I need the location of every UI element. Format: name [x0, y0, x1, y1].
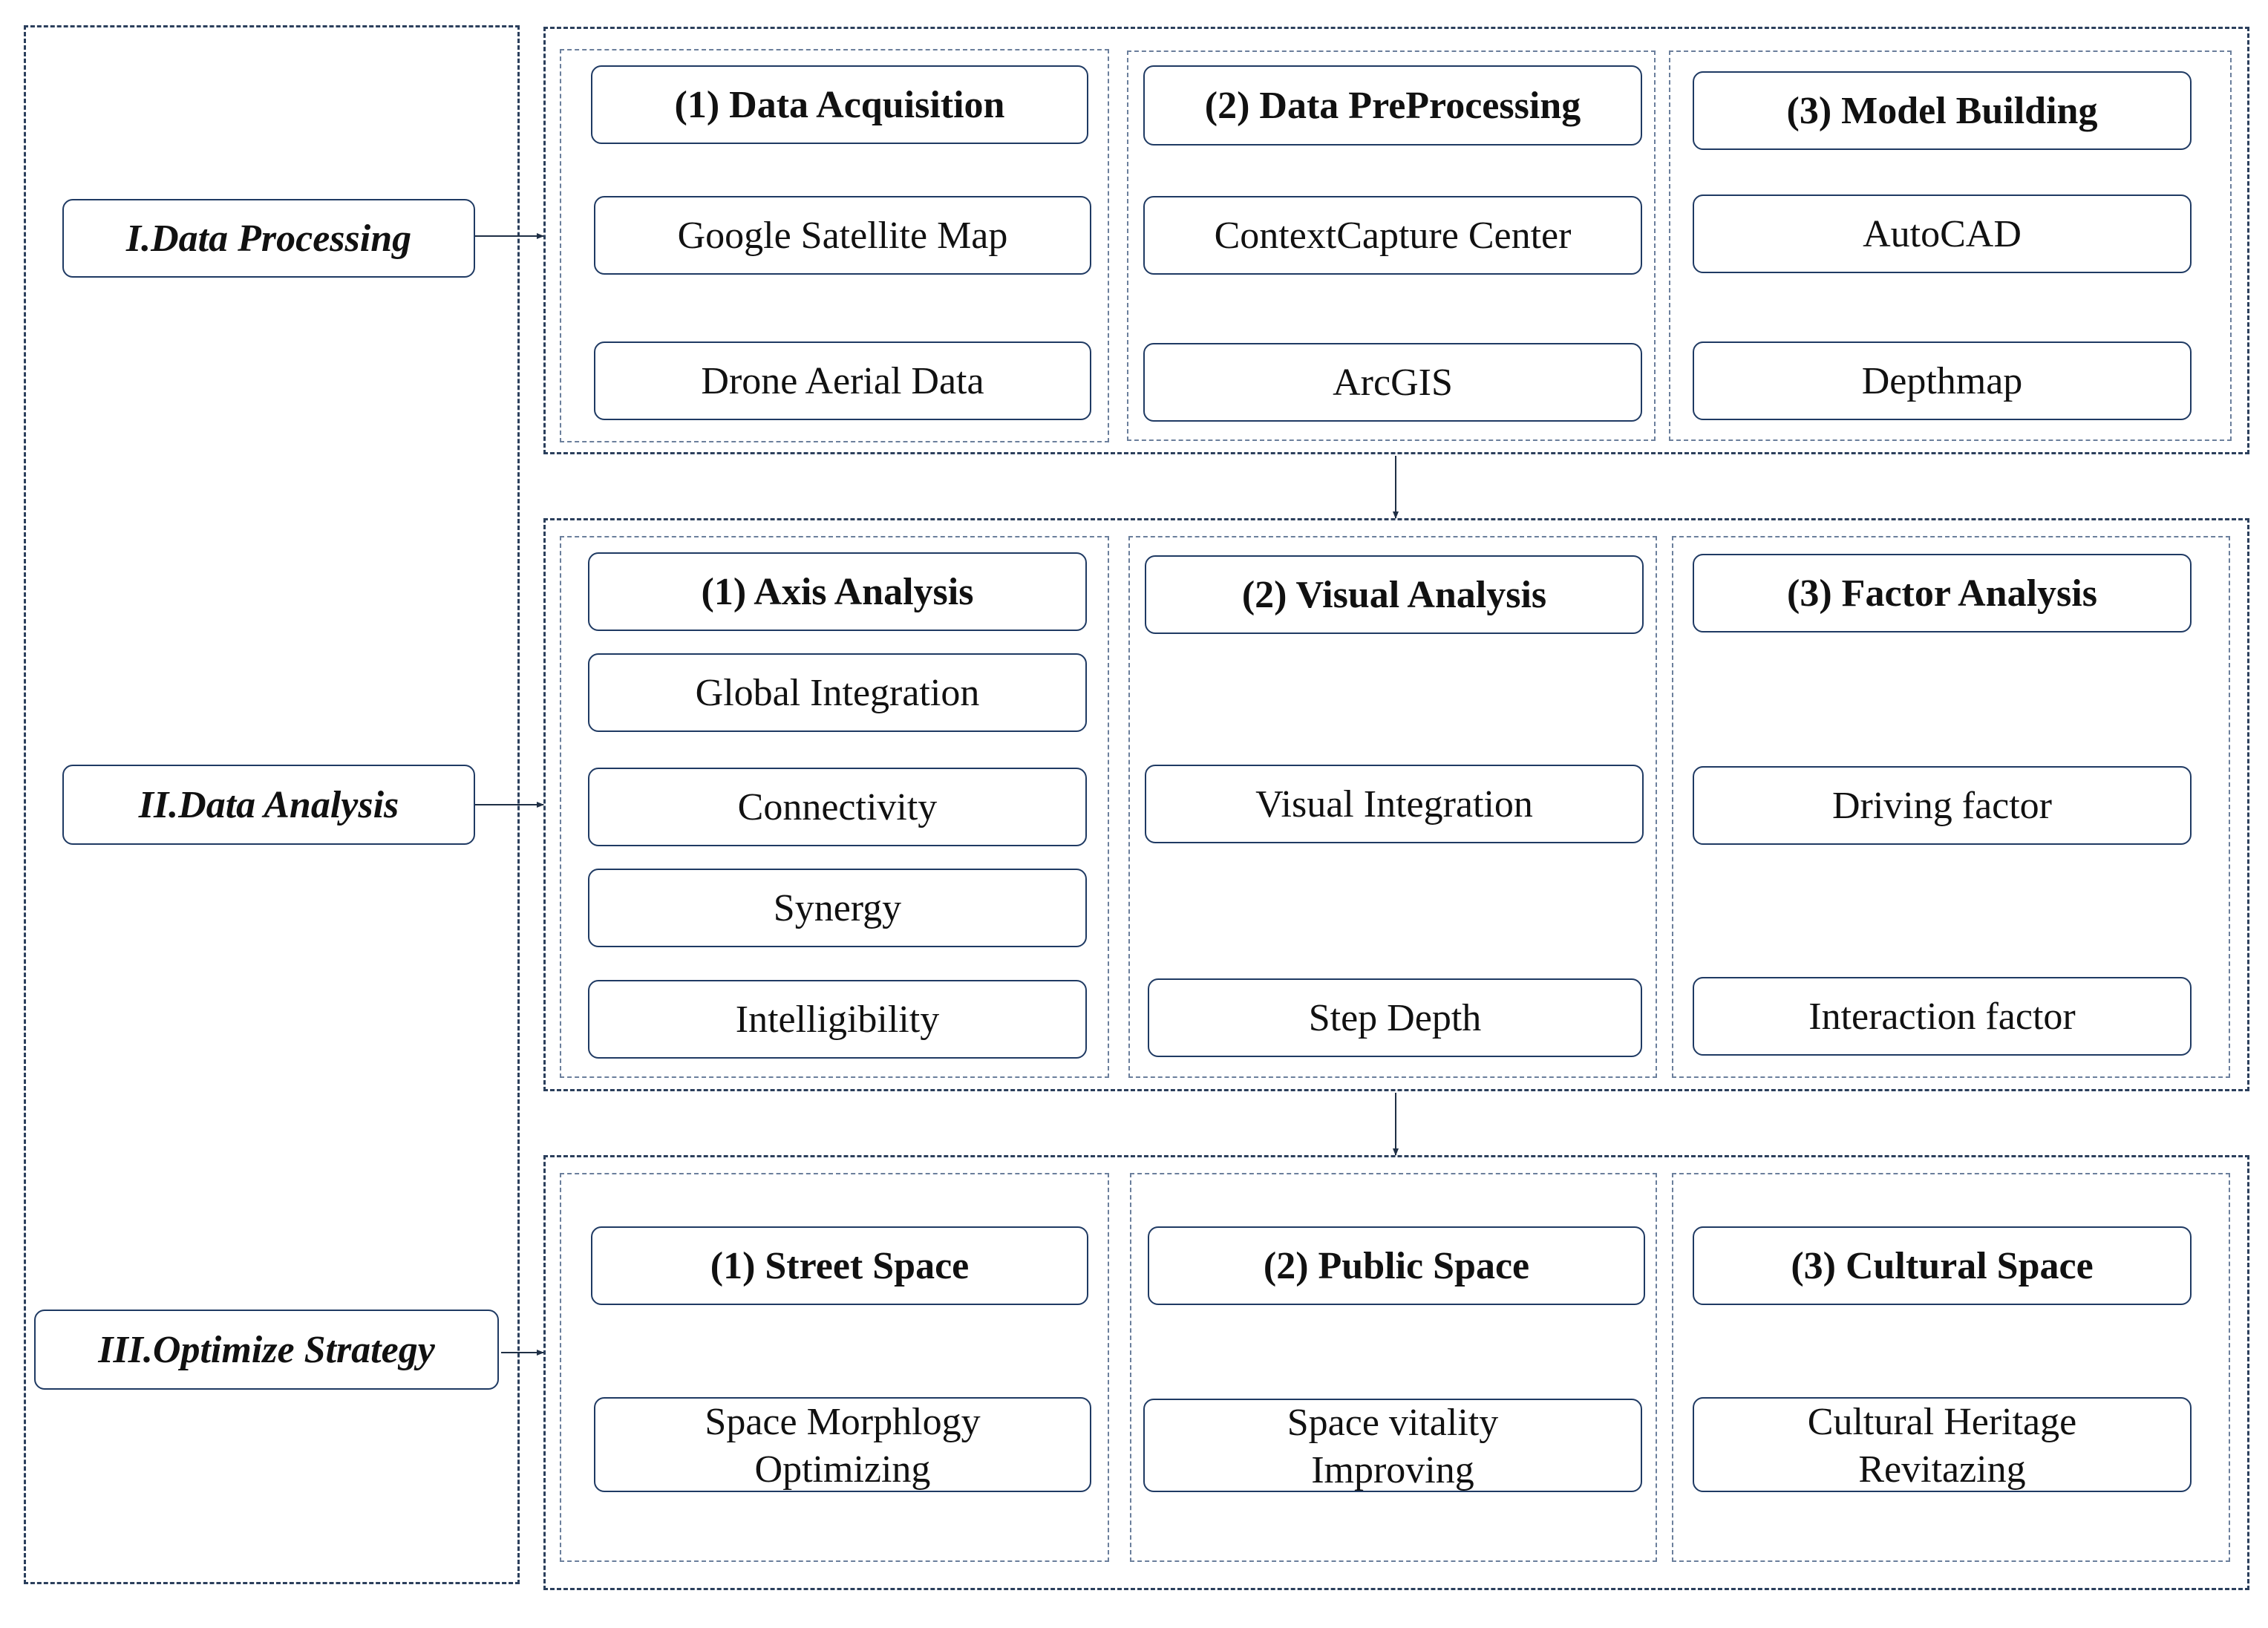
item-line-1: Space vitality	[1287, 1401, 1499, 1444]
item-space-morphology-optimizing	[594, 1397, 1091, 1492]
item-driving-factor: Driving factor	[1693, 766, 2192, 845]
header-factor-analysis: (3) Factor Analysis	[1693, 554, 2192, 632]
item-contextcapture-center: ContextCapture Center	[1143, 196, 1642, 275]
item-line-2: Revitazing	[1858, 1448, 2026, 1491]
header-data-preprocessing: (2) Data PreProcessing	[1143, 65, 1642, 146]
stage-label-optimize-strategy: III.Optimize Strategy	[34, 1310, 499, 1390]
item-line-2: Optimizing	[754, 1448, 931, 1491]
header-cultural-space: (3) Cultural Space	[1693, 1226, 2192, 1305]
item-line-1: Space Morphlogy	[705, 1400, 981, 1443]
item-google-satellite-map: Google Satellite Map	[594, 196, 1091, 275]
item-interaction-factor: Interaction factor	[1693, 977, 2192, 1056]
item-step-depth: Step Depth	[1148, 978, 1642, 1057]
item-line-1: Cultural Heritage	[1807, 1400, 2077, 1443]
header-axis-analysis: (1) Axis Analysis	[588, 552, 1087, 631]
header-model-building: (3) Model Building	[1693, 71, 2192, 150]
item-line-2: Improving	[1311, 1449, 1474, 1491]
header-public-space: (2) Public Space	[1148, 1226, 1645, 1305]
item-depthmap: Depthmap	[1693, 341, 2192, 420]
item-global-integration: Global Integration	[588, 653, 1087, 732]
stage-label-data-analysis: II.Data Analysis	[62, 765, 475, 845]
item-arcgis: ArcGIS	[1143, 343, 1642, 422]
item-space-vitality-improving	[1143, 1399, 1642, 1492]
header-data-acquisition: (1) Data Acquisition	[591, 65, 1088, 144]
header-street-space: (1) Street Space	[591, 1226, 1088, 1305]
item-cultural-heritage-revitazing	[1693, 1397, 2192, 1492]
item-intelligibility: Intelligibility	[588, 980, 1087, 1059]
item-connectivity: Connectivity	[588, 768, 1087, 846]
item-synergy: Synergy	[588, 869, 1087, 947]
item-autocad: AutoCAD	[1693, 194, 2192, 273]
stage-label-data-processing: I.Data Processing	[62, 199, 475, 278]
header-visual-analysis: (2) Visual Analysis	[1145, 555, 1644, 634]
item-visual-integration: Visual Integration	[1145, 765, 1644, 843]
item-drone-aerial-data: Drone Aerial Data	[594, 341, 1091, 420]
